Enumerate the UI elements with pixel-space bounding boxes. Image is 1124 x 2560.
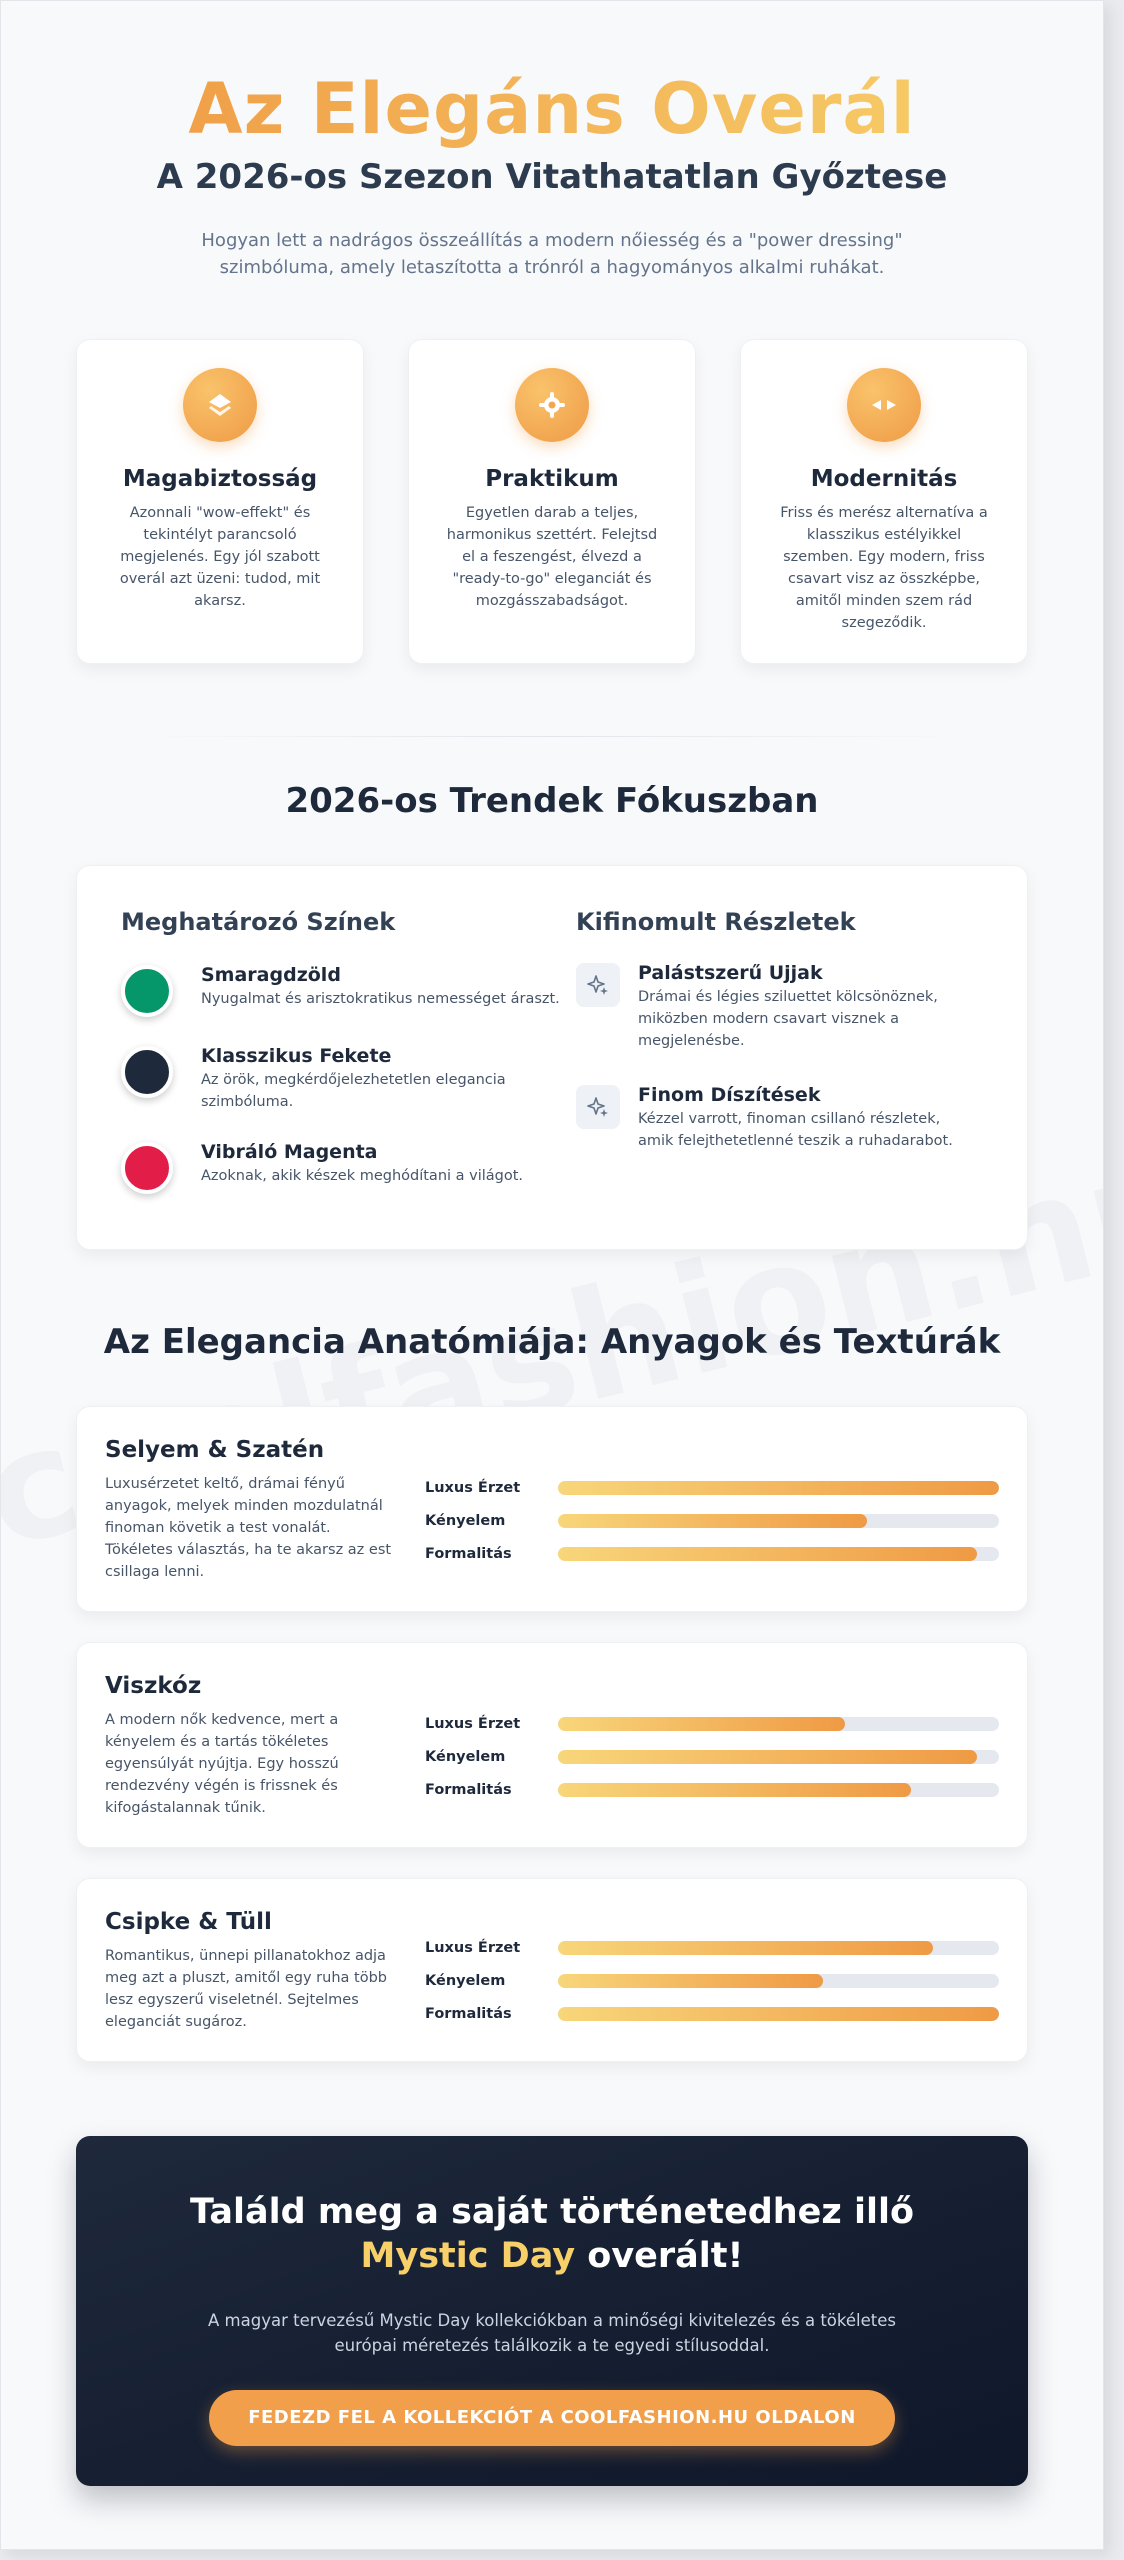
page-title: Az Elegáns Overál: [76, 67, 1028, 151]
cta-text: A magyar tervezésű Mystic Day kollekciókban a minőségi kivitelezés és a tökéletes európai méretezés találkozik a te egyedi stílusoddal.: [208, 2311, 896, 2355]
material-ratings: [425, 1909, 999, 2061]
rating-label: Kényelem: [425, 1972, 506, 1989]
material-name: Viszkóz: [105, 1673, 202, 1699]
rating-track: [558, 1481, 999, 1495]
rating-row: [425, 1964, 999, 1997]
feature-cards: [76, 339, 1028, 664]
color-swatch: [121, 965, 173, 1017]
trends-title: 2026-os Trendek Fókuszban: [285, 781, 819, 821]
rating-fill: [558, 1750, 977, 1764]
rating-fill: [558, 1481, 999, 1495]
material-ratings: [425, 1437, 999, 1611]
rating-row: [425, 1707, 999, 1740]
rating-row: [425, 1537, 999, 1570]
rating-label: Formalitás: [425, 1545, 512, 1562]
sparkle-icon: [576, 963, 620, 1007]
cta-section: [76, 2136, 1028, 2486]
gear-icon: [515, 368, 589, 442]
rating-fill: [558, 1547, 977, 1561]
rating-label: Kényelem: [425, 1512, 506, 1529]
explore-collection-button[interactable]: FEDEZD FEL A KOLLEKCIÓT A COOLFASHION.HU OLDALON: [209, 2390, 895, 2446]
rating-track: [558, 2007, 999, 2021]
color-item: [121, 964, 576, 1017]
color-name: Vibráló Magenta: [201, 1141, 378, 1163]
rating-label: Luxus Érzet: [425, 1939, 521, 1956]
rating-fill: [558, 1783, 911, 1797]
rating-label: Luxus Érzet: [425, 1715, 521, 1732]
color-swatch: [121, 1142, 173, 1194]
rating-row: [425, 1471, 999, 1504]
rating-track: [558, 1717, 999, 1731]
color-desc: Azoknak, akik készek meghódítani a világot.: [201, 1168, 524, 1184]
color-desc: Nyugalmat és arisztokratikus nemességet áraszt.: [201, 991, 560, 1007]
rating-row: [425, 1997, 999, 2030]
colors-column: [121, 908, 576, 1249]
rating-label: Formalitás: [425, 2005, 512, 2022]
color-item: [121, 1141, 576, 1194]
intro-text: Hogyan lett a nadrágos összeállítás a modern nőiesség és a "power dressing" szimbóluma, amely letaszította a trónról a hagyományos alkalmi ruhákat.: [201, 230, 903, 278]
trends-card: [76, 865, 1028, 1250]
rating-track: [558, 1941, 999, 1955]
feature-title: Praktikum: [485, 466, 619, 492]
colors-heading: Meghatározó Színek: [121, 908, 396, 936]
feature-text: Egyetlen darab a teljes, harmonikus szettért. Felejtsd el a feszengést, élvezd a "ready-to-go" eleganciát és mozgásszabadságot.: [446, 505, 658, 609]
detail-desc: Drámai és légies sziluettet kölcsönöznek, miközben modern csavart visznek a megjelenésbe.: [638, 989, 938, 1049]
feature-text: Azonnali "wow-effekt" és tekintélyt parancsoló megjelenés. Egy jól szabott overál azt üzeni: tudod, mit akarsz.: [119, 505, 321, 609]
layers-icon: [183, 368, 257, 442]
rating-track: [558, 1547, 999, 1561]
rating-fill: [558, 1717, 845, 1731]
details-heading: Kifinomult Részletek: [576, 908, 856, 936]
rating-label: Luxus Érzet: [425, 1479, 521, 1496]
cta-title-accent: Mystic Day: [360, 2236, 576, 2276]
color-desc: Az örök, megkérdőjelezhetetlen elegancia szimbóluma.: [201, 1072, 506, 1110]
rating-track: [558, 1514, 999, 1528]
material-desc: A modern nők kedvence, mert a kényelem és a tartás tökéletes egyensúlyát nyújtja. Egy hosszú rendezvény végén is frissnek és kifogástalannak tűnik.: [105, 1712, 339, 1816]
color-swatch: [121, 1046, 173, 1098]
rating-row: [425, 1931, 999, 1964]
material-card: [76, 1406, 1028, 1612]
detail-name: Palástszerű Ujjak: [638, 962, 823, 984]
rating-fill: [558, 1941, 933, 1955]
detail-item: [576, 962, 983, 1052]
divider: [136, 736, 968, 737]
cta-title-end: overált!: [575, 2236, 744, 2276]
feature-text: Friss és merész alternatíva a klasszikus estélyikkel szemben. Egy modern, friss csavart visz az összképbe, amitől minden szem rád szegeződik.: [780, 505, 988, 631]
rating-track: [558, 1750, 999, 1764]
arrows-icon: [847, 368, 921, 442]
rating-label: Formalitás: [425, 1781, 512, 1798]
detail-name: Finom Díszítések: [638, 1084, 821, 1106]
rating-label: Kényelem: [425, 1748, 506, 1765]
material-card: [76, 1642, 1028, 1848]
material-card: [76, 1878, 1028, 2062]
rating-fill: [558, 1514, 867, 1528]
feature-title: Magabiztosság: [122, 466, 318, 492]
rating-track: [558, 1974, 999, 1988]
page-subtitle: A 2026-os Szezon Vitathatatlan Győztese: [156, 157, 948, 197]
material-desc: Romantikus, ünnepi pillanatokhoz adja meg azt a pluszt, amitől egy ruha több lesz egyszerű viseletnél. Sejtelmes eleganciát sugároz.: [105, 1948, 387, 2030]
sparkle-icon: [576, 1085, 620, 1129]
rating-row: [425, 1740, 999, 1773]
color-name: Klasszikus Fekete: [201, 1045, 392, 1067]
hero-section: [76, 1, 1028, 281]
detail-desc: Kézzel varrott, finoman csillanó részletek, amik felejthetetlenné teszik a ruhadarabot.: [638, 1111, 953, 1149]
material-desc: Luxusérzetet keltő, drámai fényű anyagok, melyek minden mozdulatnál finoman követik a test vonalát. Tökéletes választás, ha te akarsz az est csillaga lenni.: [105, 1476, 392, 1580]
material-name: Csipke & Tüll: [105, 1909, 272, 1935]
rating-track: [558, 1783, 999, 1797]
feature-card: [740, 339, 1028, 664]
color-name: Smaragdzöld: [201, 964, 341, 986]
rating-row: [425, 1504, 999, 1537]
anatomy-title: Az Elegancia Anatómiája: Anyagok és Textúrák: [103, 1322, 1001, 1362]
rating-fill: [558, 2007, 999, 2021]
feature-card: [408, 339, 696, 664]
color-item: [121, 1045, 576, 1113]
material-name: Selyem & Szatén: [105, 1437, 325, 1463]
rating-row: [425, 1773, 999, 1806]
rating-fill: [558, 1974, 823, 1988]
feature-title: Modernitás: [810, 466, 958, 492]
details-column: [576, 908, 983, 1249]
feature-card: [76, 339, 364, 664]
material-ratings: [425, 1673, 999, 1847]
cta-title: [132, 2190, 972, 2278]
detail-item: [576, 1084, 983, 1152]
cta-title-main: Találd meg a saját történetedhez illő: [190, 2192, 914, 2232]
